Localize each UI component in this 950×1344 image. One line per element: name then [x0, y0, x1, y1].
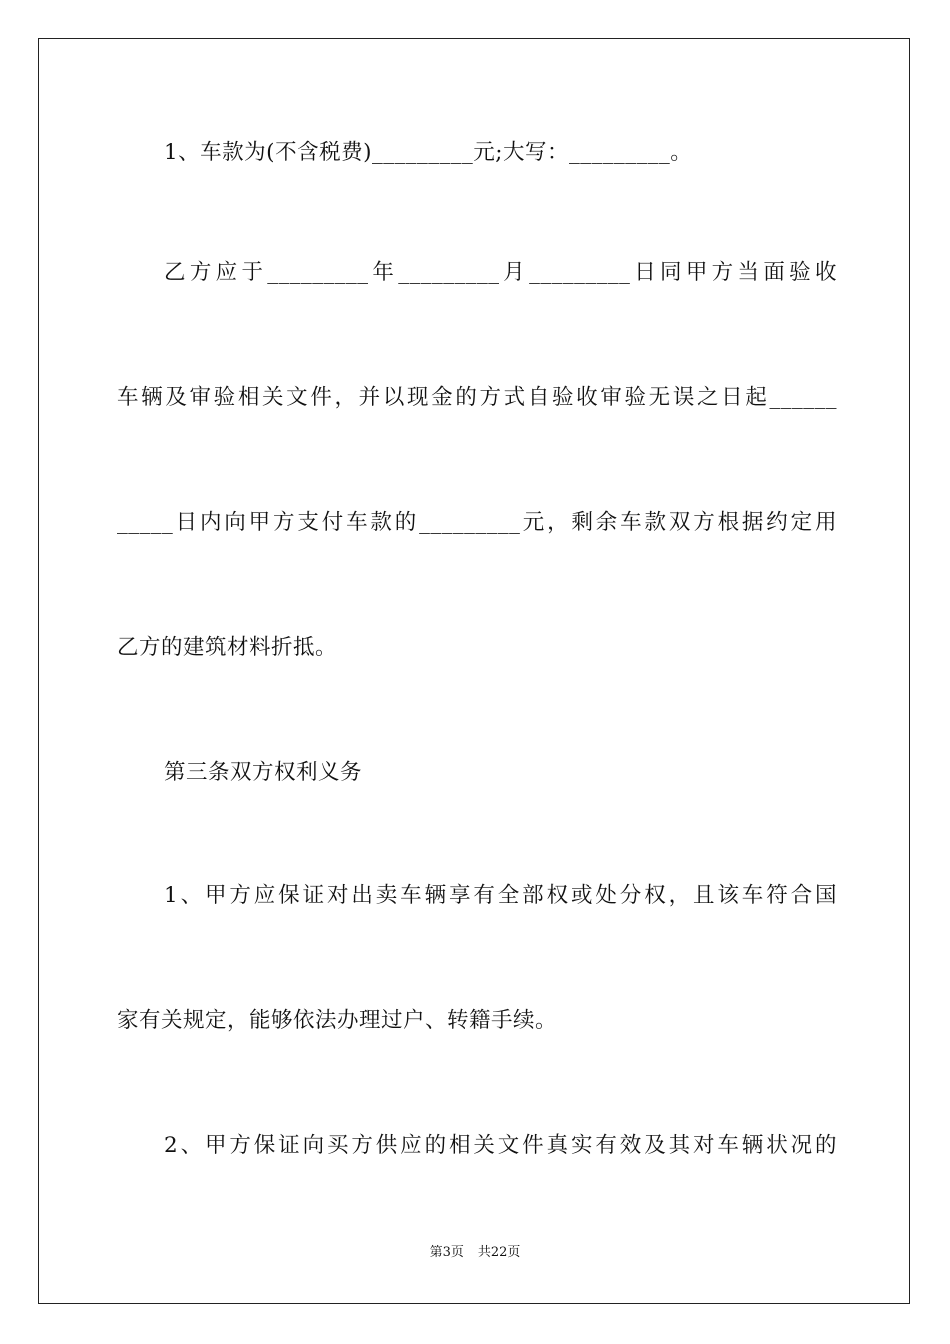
page-border: [38, 38, 910, 1304]
page-number: 第3页: [429, 1245, 464, 1260]
paragraph-line-2: 乙方应于_________年_________月_________日同甲方当面验收: [164, 260, 837, 285]
paragraph-line-4: _____日内向甲方支付车款的_________元，剩余车款双方根据约定用: [117, 510, 837, 535]
paragraph-line-5: 乙方的建筑材料折抵。: [117, 635, 338, 660]
section-heading: 第三条双方权利义务: [164, 760, 363, 785]
page-footer: [0, 1244, 950, 1262]
total-pages: 共22页: [477, 1245, 521, 1260]
paragraph-line-1: 1、车款为(不含税费)_________元;大写：_________。: [164, 140, 693, 165]
paragraph-line-9: 2、甲方保证向买方供应的相关文件真实有效及其对车辆状况的: [164, 1133, 837, 1158]
paragraph-line-8: 家有关规定，能够依法办理过户、转籍手续。: [117, 1008, 558, 1033]
paragraph-line-3: 车辆及审验相关文件，并以现金的方式自验收审验无误之日起______: [117, 385, 837, 410]
paragraph-line-7: 1、甲方应保证对出卖车辆享有全部权或处分权，且该车符合国: [164, 883, 837, 908]
